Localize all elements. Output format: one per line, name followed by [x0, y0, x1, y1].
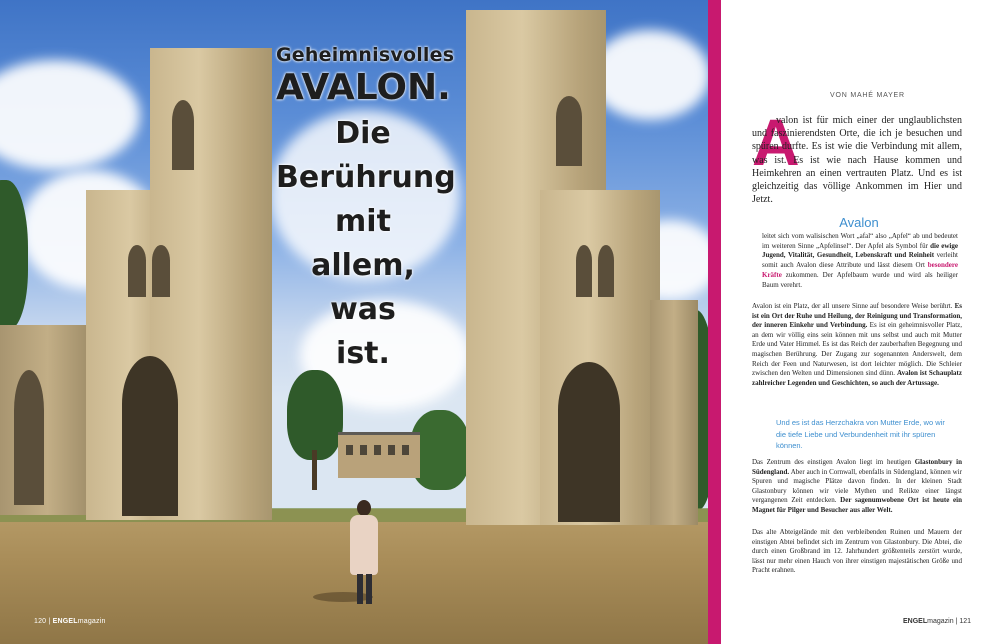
byline: VON MAHÉ MAYER — [830, 92, 905, 99]
sidebar-text: zukommen. Der Apfelbaum wurde und wird als heiliger Baum verehrt. — [762, 270, 958, 289]
tree — [0, 180, 28, 330]
body-text: Es ist ein geheimnisvoller Platz, an dem wir völlig eins sein können mit uns selbst und auch mit Mutter Erde und Vater Himmel. Es ist das Reich der zauberhaften Begegnung und magischen Berührung. Der Zugang zur sogenannten Anderswelt, dem Reich der Feen und Naturwesen, ist dort leichter möglich. Die Schleier zwischen den Welten und Dimensionen sind dünn. — [752, 321, 962, 378]
body-bold: Avalon ist Schauplatz zahlreicher Legenden und Geschichten, so auch der Artussage. — [752, 369, 962, 387]
intro-text: valon ist für mich einer der unglaublichsten und faszinierendsten Orte, die ich je besuchen und spüren durfte. Es ist wie die Verbindung mit allem, was ist. Es ist wie nach Hause kommen und Heimkehren an einen vertrauten Platz. Und es ist gleichzeitig das völlige Ankommen im Hier und Jetzt. — [752, 115, 962, 206]
headline-line: ist. — [336, 336, 390, 371]
tree-trunk — [312, 450, 317, 490]
sidebar-paragraph — [762, 232, 958, 290]
sidebar-highlight: besondere Kräfte — [762, 261, 958, 279]
cloud — [0, 60, 140, 170]
manor-house — [338, 432, 420, 478]
intro-paragraph — [752, 105, 962, 206]
article-headline — [276, 44, 456, 376]
headline-line: was — [330, 292, 396, 327]
ruin-arch — [122, 356, 178, 516]
cloud — [590, 30, 708, 120]
tree — [287, 370, 343, 460]
ruin-window — [556, 96, 582, 166]
sidebar-text: verleiht somit auch Avalon diese Attribute und lässt diesem Ort — [762, 251, 958, 270]
headline-line: mit — [335, 204, 391, 239]
body-bold: Es ist ein Ort der Ruhe und Heilung, der Reinigung und Transformation, der inneren Einkehr und Verbindung. — [752, 302, 962, 330]
magazine-brand: ENGEL — [903, 618, 928, 625]
body-bold: Der sagenumwobene Ort ist heute ein Magnet für Pilger und Besucher aus aller Welt. — [752, 496, 962, 514]
body-paragraph: Das alte Abteigelände mit den verbleibenden Ruinen und Mauern der einstigen Abtei befindet sich im Zentrum von Glastonbury. Die Abtei, die durch einen Großbrand im 12. Jahrhundert größtenteils zerstört wurde, lässt nur mehr einen Hauch von ihrer einstigen majestätischen Größe und Pracht erahnen. — [752, 528, 962, 575]
body-text: Aber auch in Cornwall, ebenfalls in Südengland, können wir Spuren und magische Plätze davon finden. In der kleinen Stadt Glastonbury können wir viele Mythen und Relikte einer längst vergangenen Zeit entdecken. — [752, 467, 962, 505]
sidebar-bold: die ewige Jugend, Vitalität, Gesundheit, Lebenskraft und Reinheit — [762, 241, 958, 260]
ruin-window — [598, 245, 614, 297]
magenta-spine — [708, 0, 721, 644]
body-bold: Glastonbury in Südengland. — [752, 458, 962, 476]
ruin-window — [152, 245, 170, 297]
pull-quote: Und es ist das Herzchakra von Mutter Erde, wo wir die tiefe Liebe und Verbundenheit mit ihr spüren können. — [776, 418, 945, 450]
folio-left: 120 | ENGELmagazin — [34, 618, 106, 625]
body-text: Das Zentrum des einstigen Avalon liegt im heutigen — [752, 458, 915, 466]
woman-walking — [348, 500, 380, 608]
magazine-brand-rest: magazin — [927, 618, 954, 625]
body-paragraph — [752, 302, 962, 388]
page-number: 121 — [959, 618, 971, 625]
ruin-window — [576, 245, 592, 297]
ruin-arch — [558, 362, 620, 522]
body-text: Avalon ist ein Platz, der all unsere Sinne auf besondere Weise berührt. — [752, 302, 955, 310]
ruin-wall-right — [650, 300, 698, 525]
magazine-brand-rest: magazin — [77, 618, 106, 625]
headline-line: Die — [335, 116, 391, 151]
ruin-arch — [14, 370, 44, 505]
headline-line: allem, — [311, 248, 415, 283]
magazine-brand: ENGEL — [52, 618, 78, 625]
page-number: 120 — [34, 618, 47, 625]
ruin-window — [128, 245, 146, 297]
sidebar-text: leitet sich vom walisischen Wort „afal“ also „Apfel“ ab und bedeutet im weiteren Sinne „Apfelinsel“. Der Apfel als Symbol für — [762, 232, 958, 250]
headline-kicker: Geheimnisvolles — [276, 44, 455, 66]
headline-line: Berührung — [276, 160, 456, 195]
drop-cap: A — [752, 105, 800, 179]
sidebar-heading: Avalon — [839, 215, 879, 230]
folio-right: ENGELmagazin | 121 — [903, 618, 971, 625]
ruin-window — [172, 100, 194, 170]
headline-name: AVALON. — [276, 67, 451, 108]
body-paragraph — [752, 458, 962, 516]
